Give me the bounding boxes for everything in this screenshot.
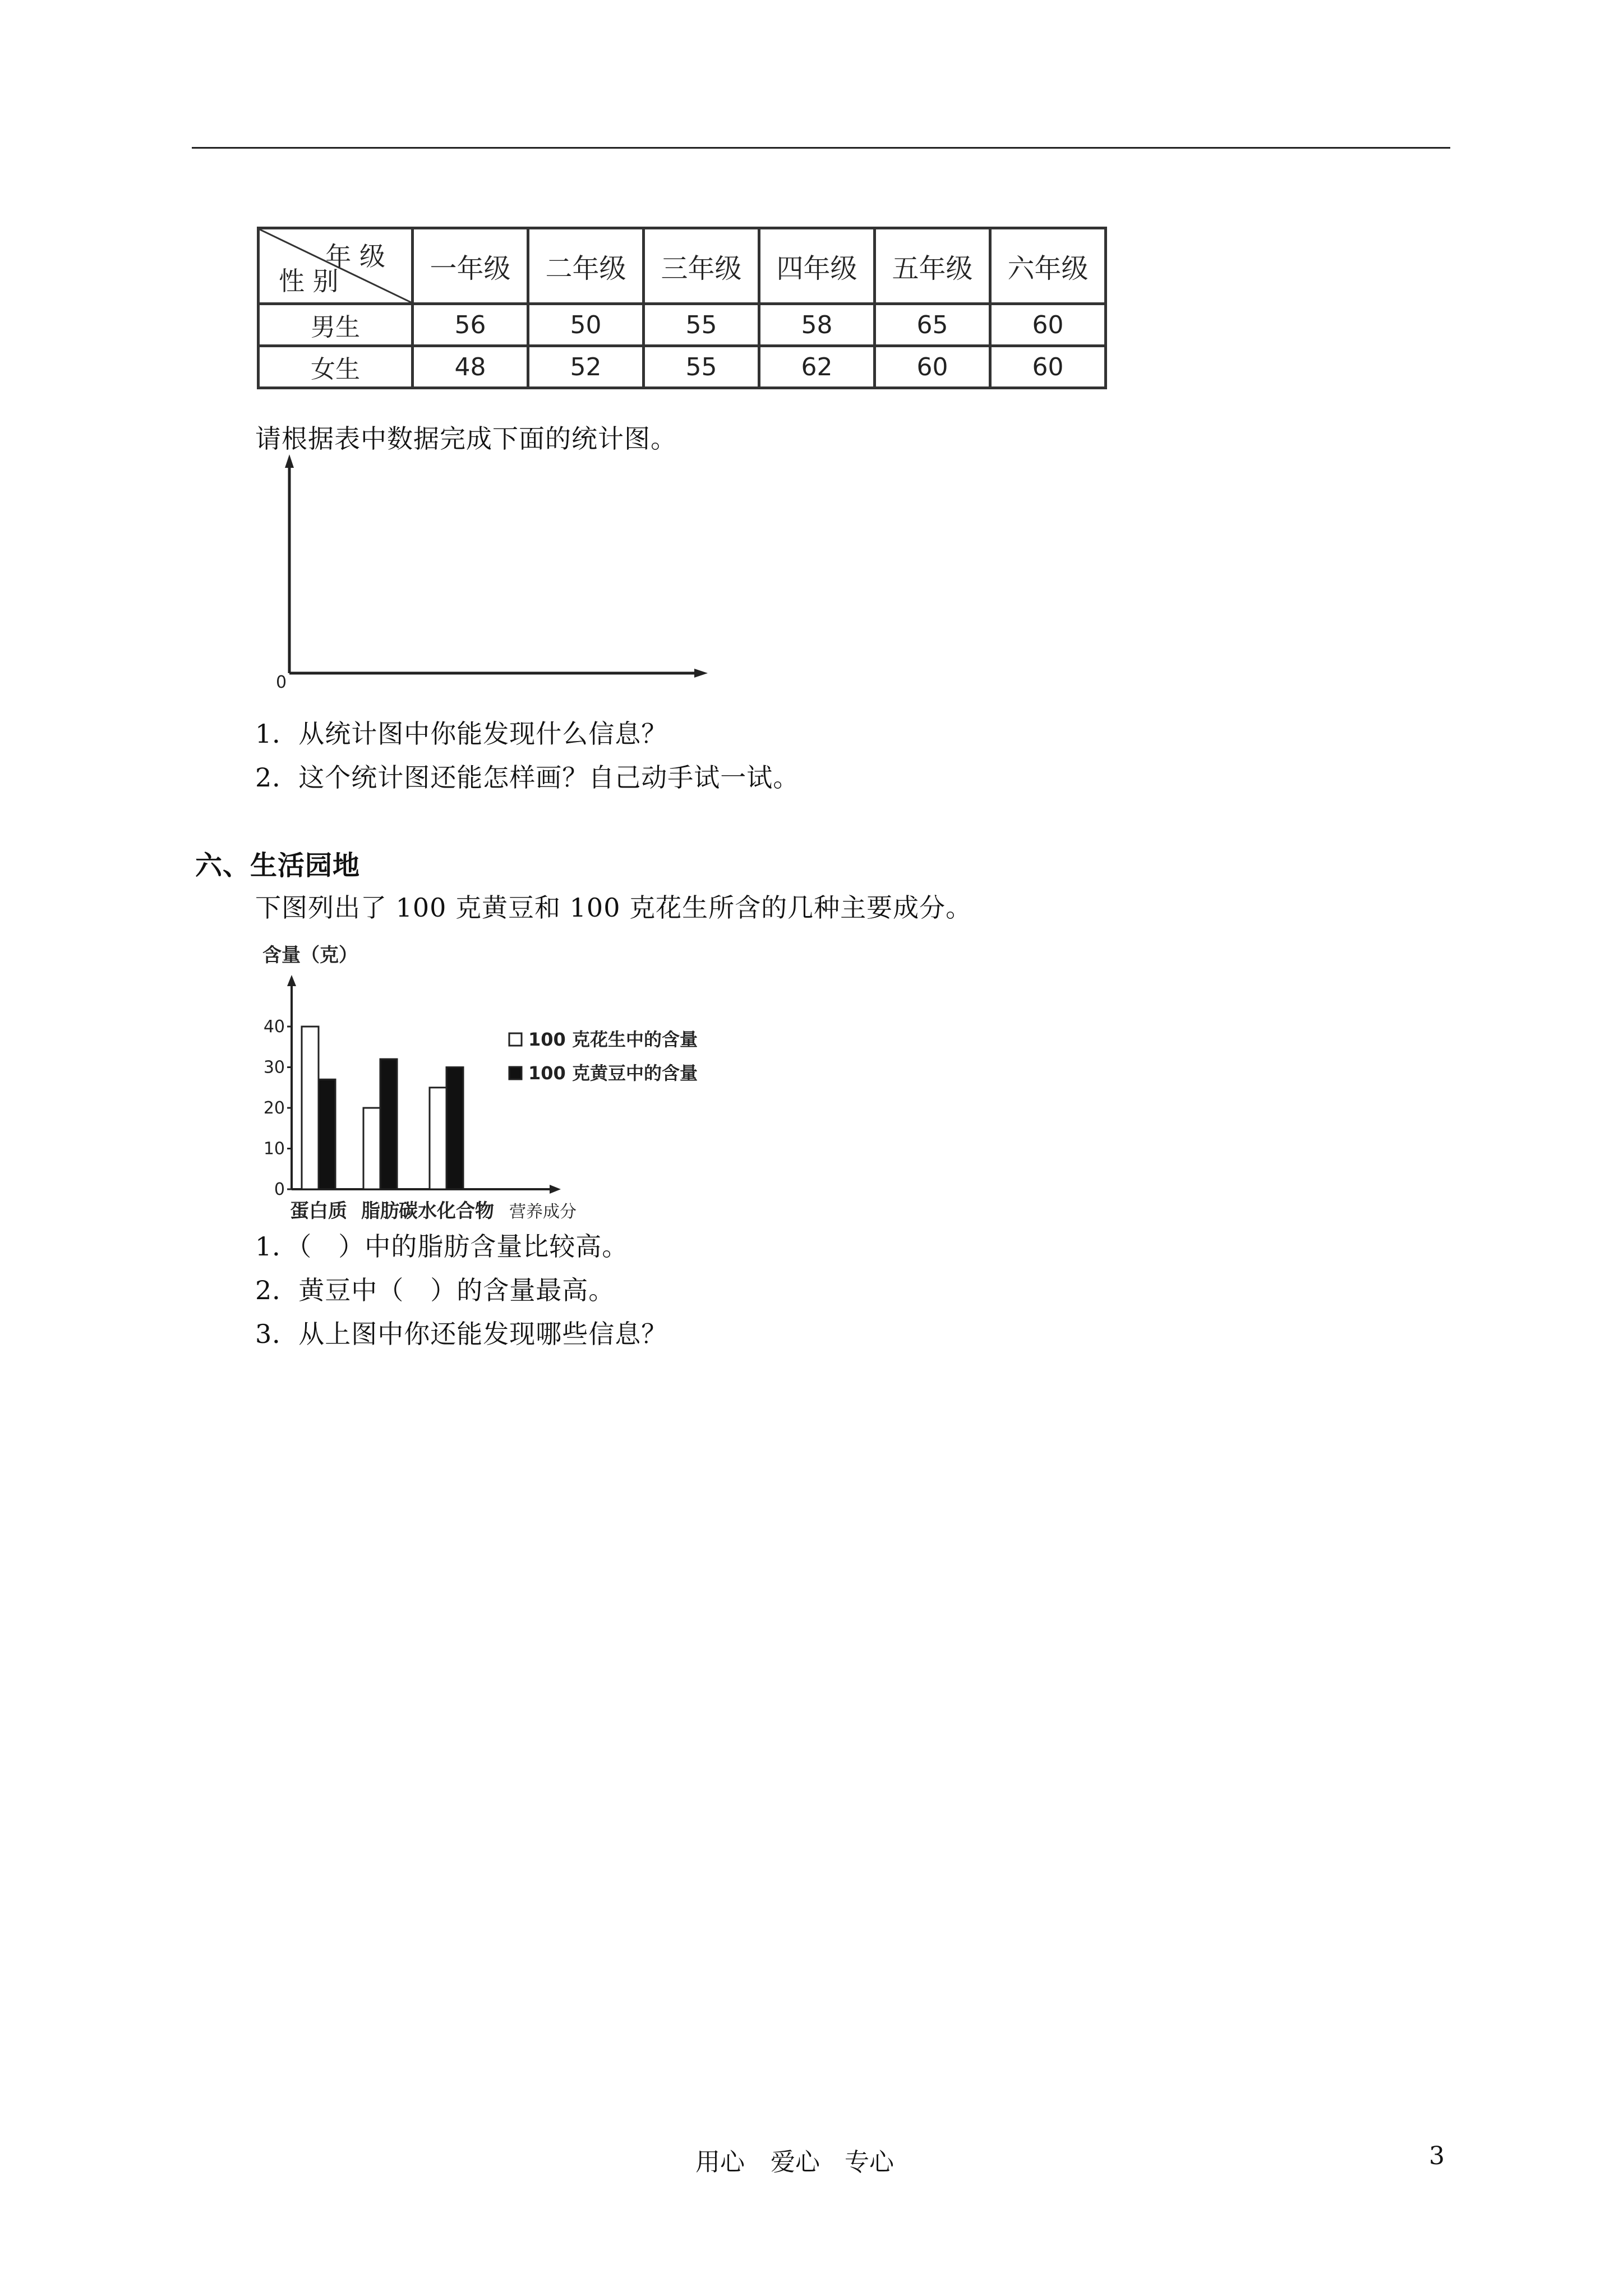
question-1-2: 2．这个统计图还能怎样画？自己动手试一试。 xyxy=(255,762,800,793)
table-header-cell: 五年级 xyxy=(875,228,990,304)
row-label-girls: 女生 xyxy=(259,346,413,388)
y-axis-title: 含量（克） xyxy=(262,944,358,967)
table-header-cell: 一年级 xyxy=(413,228,528,304)
table-cell: 60 xyxy=(990,346,1106,388)
y-tick-label: 20 xyxy=(263,1098,285,1118)
legend-swatch xyxy=(509,1067,522,1079)
table-cell: 60 xyxy=(875,346,990,388)
section-heading: 六、生活园地 xyxy=(195,850,361,881)
table-header-row xyxy=(259,228,1106,304)
table-header-cell: 三年级 xyxy=(644,228,759,304)
y-tick-label: 10 xyxy=(263,1139,285,1159)
header-rule xyxy=(192,147,1450,149)
legend-label: 100 克花生中的含量 xyxy=(528,1029,698,1050)
bar xyxy=(430,1088,446,1189)
instruction-text: 请根据表中数据完成下面的统计图。 xyxy=(255,424,677,454)
grade-gender-table xyxy=(257,227,1107,389)
x-axis-arrow xyxy=(550,1185,561,1194)
bar xyxy=(446,1068,463,1190)
bar xyxy=(319,1079,335,1189)
table-cell: 65 xyxy=(875,304,990,346)
x-tick-label: 脂肪 xyxy=(361,1200,399,1222)
bar xyxy=(380,1059,397,1189)
table-cell: 48 xyxy=(413,346,528,388)
blank-chart-origin: 0 xyxy=(276,673,287,689)
row-label-boys: 男生 xyxy=(259,304,413,346)
table-cell: 62 xyxy=(759,346,875,388)
table-cell: 50 xyxy=(528,304,644,346)
bar xyxy=(363,1108,380,1189)
footer-motto-2: 爱心 xyxy=(771,2148,820,2177)
page-number: 3 xyxy=(1429,2142,1445,2170)
blank-chart-axes xyxy=(264,453,712,689)
question-6-1: 1．（ ）中的脂肪含量比较高。 xyxy=(255,1231,629,1262)
x-tick-label: 碳水化合物 xyxy=(399,1200,494,1222)
y-tick-label: 0 xyxy=(274,1180,285,1199)
legend-label: 100 克黄豆中的含量 xyxy=(528,1062,698,1084)
y-axis-arrow xyxy=(287,975,296,986)
table-row xyxy=(259,346,1106,388)
footer-motto-1: 用心 xyxy=(695,2148,745,2177)
legend-swatch xyxy=(509,1033,522,1046)
section-intro: 下图列出了 100 克黄豆和 100 克花生所含的几种主要成分。 xyxy=(255,892,972,923)
table-cell: 52 xyxy=(528,346,644,388)
y-tick-label: 40 xyxy=(263,1017,285,1037)
table-cell: 58 xyxy=(759,304,875,346)
bar xyxy=(302,1027,319,1189)
x-tick-label: 蛋白质 xyxy=(290,1200,347,1222)
question-6-2: 2．黄豆中（ ）的含量最高。 xyxy=(255,1275,615,1305)
nutrition-bar-chart xyxy=(251,938,745,1230)
question-1-1: 1．从统计图中你能发现什么信息？ xyxy=(255,719,668,749)
table-header-cell: 六年级 xyxy=(990,228,1106,304)
footer-motto-3: 专心 xyxy=(845,2148,894,2177)
table-header-cell: 四年级 xyxy=(759,228,875,304)
table-row xyxy=(259,304,1106,346)
table-cell: 55 xyxy=(644,304,759,346)
corner-top-label: 年 级 xyxy=(325,241,385,272)
table-corner-cell xyxy=(259,228,413,304)
table-cell: 55 xyxy=(644,346,759,388)
x-axis-title: 营养成分 xyxy=(509,1202,577,1222)
y-tick-label: 30 xyxy=(263,1057,285,1078)
corner-bottom-label: 性 别 xyxy=(279,266,339,296)
table-header-cell: 二年级 xyxy=(528,228,644,304)
table-cell: 56 xyxy=(413,304,528,346)
table-cell: 60 xyxy=(990,304,1106,346)
question-6-3: 3．从上图中你还能发现哪些信息？ xyxy=(255,1319,668,1349)
